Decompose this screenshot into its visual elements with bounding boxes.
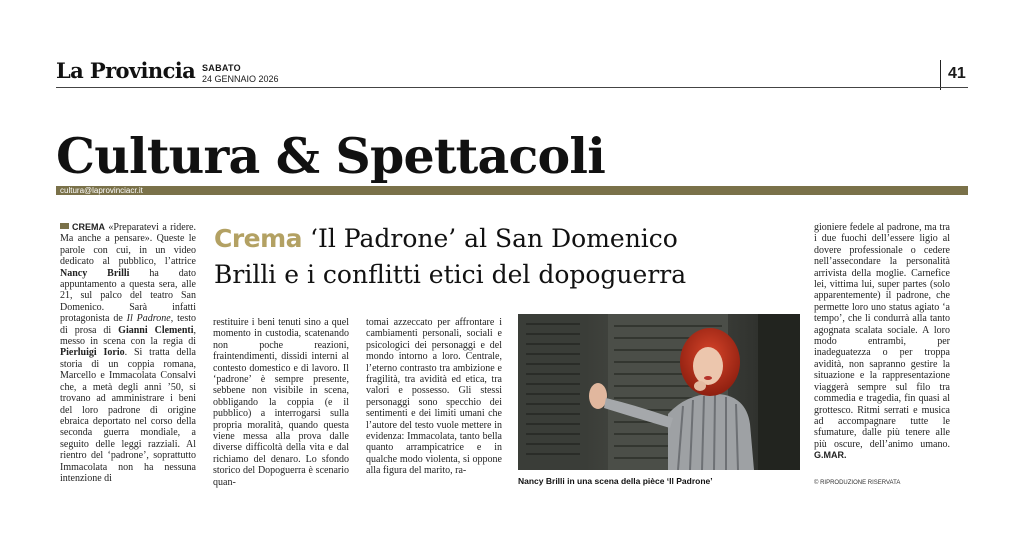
col1-text: «Preparatevi a ridere. Ma anche a pensare». Queste le parole con cui, in un video dedicato al pubblico, l’attrice [60,222,196,268]
article-photo [518,314,800,470]
section-title: Cultura & Spettacoli [56,127,606,185]
article-column-1 [60,222,196,484]
section-bar [56,186,968,195]
article-column-3 [366,317,502,477]
reproduction-notice: © RIPRODUZIONE RISERVATA [814,480,901,486]
col1-text: . Si tratta della storia di un coppia romana, Marcello e Immacolata Consalvi che, a metà degli anni ’50, si trovano ad amministrare i beni del loro padrone di origine ebraica deportato nel corso della seconda guerra mondiale, a seguito delle leggi razziali. Al rientro del ‘padrone’, soprattutto Immacolata non ha nessuna intenzione di [60,347,196,484]
issue-day: SABATO [202,63,241,73]
col1-text: , messo in scena con la regia di [60,324,196,348]
article-kicker: CREMA [72,222,105,232]
article-column-2 [213,317,349,488]
issue-date-full: 24 GENNAIO 2026 [202,74,279,84]
page-number-divider [940,60,941,90]
col1-text: , testo di prosa di [60,313,196,336]
author-signature: G.MAR. [814,450,847,461]
article-column-4 [814,222,950,462]
actress-name: Nancy Brilli [60,267,130,279]
section-email[interactable]: cultura@laprovinciacr.it [60,186,143,195]
newspaper-logo: La Provincia [56,58,196,83]
page-number: 41 [948,65,966,82]
photo-caption: Nancy Brilli in una scena della pièce ‘Il Padrone’ [518,476,713,486]
play-title: Il Padrone [126,313,171,325]
headline-title: ‘Il Padrone’ al San Domenico [310,224,678,253]
col1-text: ha dato appuntamento a questa sera, alle 21, sul palco del teatro San Domenico. Sarà infatti protagonista de [60,267,197,325]
author-name: Gianni Clementi [118,324,194,336]
col4-text: gioniere fedele al padrone, ma tra i due fuochi dell’essere ligio al dovere professionale o cedere nell’assecondare la personalità arrivista della moglie. Carnefice lei, vittima lui, super partes (solo apparentemente) il padrone, che permette loro uno status agiato ‘a tempo’, che li condurrà alla tanto agognata scalata sociale. A loro modo entrambi, per inadeguatezza o per troppa avidità, non sapranno gestire la situazione e la rappresentazione viaggerà sempre sul filo tra commedia e tragedia, fin quasi al grottesco. Ritmi serrati e musica ad accompagnare tutte le sfumature, dalle più tenere alle più oscure, dell’animo umano. [814,222,950,450]
director-name: Pierluigi Iorio [60,347,125,359]
headline-line-1 [214,223,678,255]
headline-line-2: Brilli e i conflitti etici del dopoguerra [214,260,687,289]
issue-date [202,63,279,85]
col3-text: tomai azzeccato per affrontare i cambiamenti personali, sociali e psicologici dei personaggi e del mondo intorno a loro. Centrale, l’eterno contrasto tra ambizione e fragilità, tra avidità ed etica, tra valori e possesso. Gli stessi personaggi sono specchio dei sentimenti e dei limiti umani che l’autore del testo vuole mettere in evidenza: Immacolata, tanto bella quanto arrampicatrice e in qualche modo violenta, si oppone alla figura del marito, ra- [366,317,502,477]
masthead-rule [56,87,968,88]
photo-illustration [518,314,800,470]
headline-place: Crema [214,224,303,253]
kicker-square-icon [60,223,69,229]
col2-text: restituire i beni tenuti sino a quel momento in custodia, scatenando non poche reazioni, fraintendimenti, dissidi interni al contesto domestico e di lavoro. Il ‘padrone’ è sempre presente, sebbene non visibile in scena, obbligando la coppia (e il pubblico) a interrogarsi sulla propria moralità, quando questa viene messa alla prova dalle diverse difficoltà della vita e dal richiamo del denaro. Lo sfondo storico del Dopoguerra è scenario quan- [213,317,349,488]
